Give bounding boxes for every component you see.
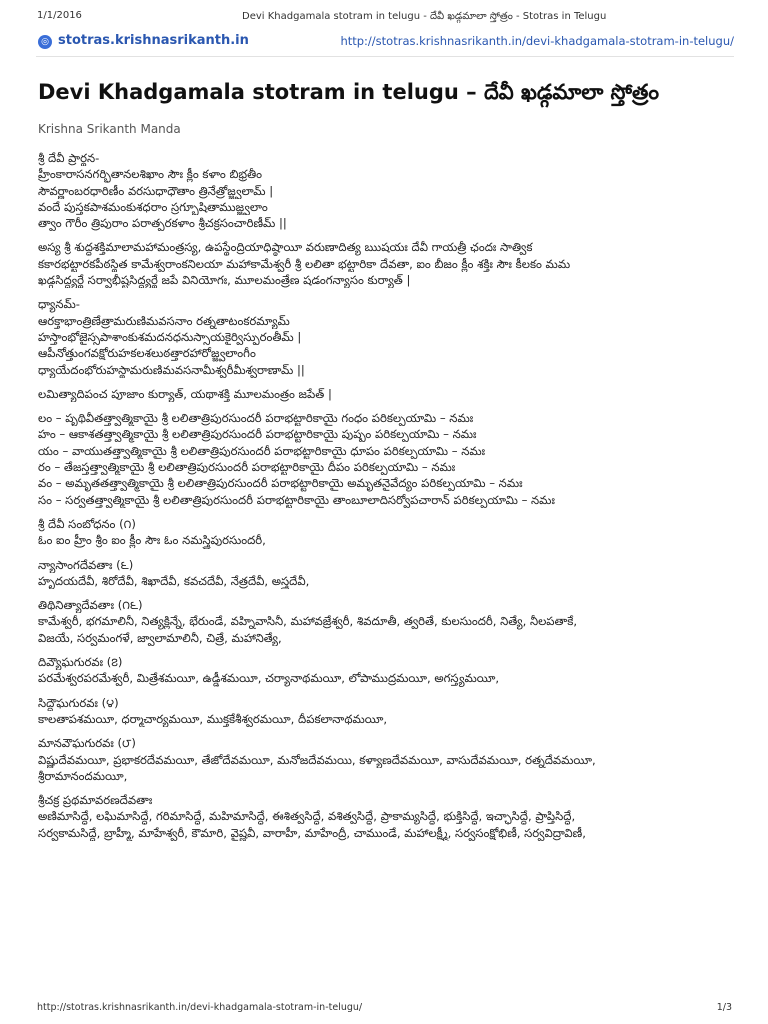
section-heading: శ్రీచక్ర ప్రథమావరణదేవతాః <box>38 793 153 808</box>
text-line: వం – అమృతతత్త్వాత్మికాయై శ్రీ లలితాత్రిపురసుందరీ పరాభట్టారికాయై అమృతనైవేద్యం పరికల్పయామి – నమః <box>38 476 523 491</box>
print-header <box>0 10 768 24</box>
text-line: సర్వకామసిద్ధే, బ్రాహ్మీ, మాహేశ్వరీ, కౌమారి, వైష్ణవీ, వారాహీ, మాహేంద్రీ, చాముండే, మహాలక్ష్మీ, సర్వసంక్షోభిణీ, సర్వవిద్రావిణీ, <box>38 825 586 840</box>
text-line: హం – ఆకాశతత్త్వాత్మికాయై శ్రీ లలితాత్రిపురసుందరీ పరాభట్టారికాయై పుష్పం పరికల్పయామి – నమః <box>38 427 477 442</box>
paragraph <box>38 410 734 508</box>
site-url-link[interactable]: http://stotras.krishnasrikanth.in/devi-khadgamala-stotram-in-telugu/ <box>340 34 734 48</box>
paragraph <box>38 597 734 646</box>
paragraph <box>38 239 734 288</box>
print-footer <box>0 1002 768 1014</box>
text-line: శ్రీరామానందమయీ, <box>38 768 128 783</box>
section-heading: మానవౌఘగురవః (౮) <box>38 736 136 751</box>
text-line: విజయే, సర్వమంగళే, జ్వాలామాలినీ, చిత్రే, మహానిత్యే, <box>38 630 282 645</box>
text-line: ఖడ్గసిద్ధ్యర్థే సర్వాభీష్టసిద్ధ్యర్థే జపే వినియోగః, మూలమంత్రేణ షడంగన్యాసం కుర్యాత్ | <box>38 273 411 288</box>
text-line: సౌవర్ణాంబరధారిణీం వరసుధాధౌతాం త్రినేత్రోజ్జ్వలామ్ | <box>38 183 274 198</box>
paragraph <box>38 792 734 841</box>
print-page-title: Devi Khadgamala stotram in telugu - దేవీ ఖడ్గమాలా స్తోత్రం - Stotras in Telugu <box>242 11 607 22</box>
text-line: యం – వాయుతత్త్వాత్మికాయై శ్రీ లలితాత్రిపురసుందరీ పరాభట్టారికాయై ధూపం పరికల్పయామి – నమః <box>38 443 486 458</box>
section-heading: తిథినిత్యాదేవతాః (౧౬) <box>38 598 143 613</box>
text-line: సం – సర్వతత్త్వాత్మికాయై శ్రీ లలితాత్రిపురసుందరీ పరాభట్టారికాయై తాంబూలాదిసర్వోపచారాన్ పరికల్పయామి – నమః <box>38 492 555 507</box>
text-line: హృదయదేవీ, శిరోదేవీ, శిఖాదేవీ, కవచదేవీ, నేత్రదేవీ, అస్త్రదేవీ, <box>38 573 310 588</box>
text-line: కకారభట్టారకపీఠస్థిత కామేశ్వరాంకనిలయా మహాకామేశ్వరీ శ్రీ లలితా భట్టారికా దేవతా, ఐం బీజం క్లీం శక్తిః సౌః కీలకం మమ <box>38 256 571 271</box>
section-heading: లం – పృథివీతత్త్వాత్మికాయై శ్రీ లలితాత్రిపురసుందరీ పరాభట్టారికాయై గంధం పరికల్పయామి – నమః <box>38 411 474 426</box>
text-line: ఆరక్తాభాంత్రిణేత్రామరుణిమవసనాం రత్నతాటంకరమ్యామ్ <box>38 313 290 328</box>
paragraph <box>38 735 734 784</box>
text-line: హ్రీంకారాసనగర్భితానలశిఖాం సౌః క్లీం కళాం బిభ్రతీం <box>38 167 263 182</box>
text-line: విష్ణుదేవమయీ, ప్రభాకరదేవమయీ, తేజోదేవమయీ, మనోజదేవమయి, కళ్యాణదేవమయీ, వాసుదేవమయీ, రత్నదేవమయీ, <box>38 752 596 767</box>
text-line: ధ్యాయేదంభోరుహస్థామరుణిమవసనామీశ్వరీమీశ్వరాణామ్ || <box>38 362 305 377</box>
text-line: పరమేశ్వరపరమేశ్వరీ, మిత్రేశమయీ, ఉడ్డీశమయీ, చర్యానాథమయీ, లోపాముద్రమయీ, అగస్త్యమయీ, <box>38 671 500 686</box>
page-number: 1/3 <box>716 1002 732 1013</box>
author-name: Krishna Srikanth Manda <box>38 122 181 136</box>
section-heading: న్యాసాంగదేవతాః (౬) <box>38 557 134 572</box>
section-heading: దివ్యౌఘగురవః (౭) <box>38 655 123 670</box>
paragraph <box>38 695 734 728</box>
paragraph <box>38 557 734 590</box>
section-heading: అస్య శ్రీ శుద్ధశక్తిమాలామహామంత్రస్య, ఉపస్థేంద్రియాధిష్ఠాయీ వరుణాదిత్య ఋషయః దేవీ గాయత్రీ ఛందః సాత్విక <box>38 240 533 255</box>
text-line: కాలతాపశమయీ, ధర్మాచార్యమయీ, ముక్తకేశీశ్వరమయీ, దీపకలానాథమయీ, <box>38 711 388 726</box>
globe-icon: ◎ <box>38 35 52 49</box>
print-date: 1/1/2016 <box>37 10 82 21</box>
site-name-link[interactable]: stotras.krishnasrikanth.in <box>58 33 249 48</box>
text-line: ఆపీనోత్తుంగవక్షోరుహకలశలుఠత్తారహారోజ్జ్వలాంగీం <box>38 346 256 361</box>
paragraph <box>38 150 734 231</box>
article-title: Devi Khadgamala stotram in telugu – దేవీ ఖడ్గమాలా స్తోత్రం <box>38 80 660 104</box>
text-line: వందే పుస్తకపాశమంకుశధరాం స్రగ్భూషితాముజ్జ్వలాం <box>38 199 268 214</box>
text-line: త్వాం గౌరీం త్రిపురాం పరాత్పరకళాం శ్రీచక్రసంచారిణీమ్ || <box>38 216 287 231</box>
text-line: కామేశ్వరీ, భగమాలినీ, నిత్యక్లిన్నే, భేరుండే, వహ్నివాసినీ, మహావజ్రేశ్వరీ, శివదూతీ, త్వరితే, కులసుందరీ, నిత్యే, నీలపతాకే, <box>38 614 578 629</box>
text-line: అణిమాసిద్ధే, లఘిమాసిద్ధే, గరిమాసిద్ధే, మహిమాసిద్ధే, ఈశిత్వసిద్ధే, వశిత్వసిద్ధే, ప్రాకామ్యసిద్ధే, భుక్తిసిద్ధే, ఇచ్ఛాసిద్ధే, ప్రాప్తిసిద్ధే, <box>38 809 576 824</box>
section-heading: సిద్ధౌఘగురవః (౪) <box>38 695 119 710</box>
article-body <box>38 150 734 849</box>
text-line: ఓం ఐం హ్రీం శ్రీం ఐం క్లీం సౌః ఓం నమస్త్రిపురసుందరీ, <box>38 533 266 548</box>
footer-url: http://stotras.krishnasrikanth.in/devi-khadgamala-stotram-in-telugu/ <box>37 1002 363 1013</box>
section-heading: ధ్యానమ్- <box>38 297 80 312</box>
paragraph <box>38 654 734 687</box>
paragraph <box>38 296 734 377</box>
text-line: హస్తాంభోజైస్సపాశాంకుశమదనధనుస్సాయకైర్విస్ఫురంతీమ్ | <box>38 329 302 344</box>
text-line: లమిత్యాదిపంచ పూజాం కుర్యాత్, యథాశక్తి మూలమంత్రం జపేత్ | <box>38 386 332 401</box>
site-bar <box>36 30 734 57</box>
section-heading: శ్రీ దేవీ ప్రార్థన- <box>38 151 100 165</box>
paragraph <box>38 516 734 549</box>
paragraph <box>38 386 734 402</box>
section-heading: శ్రీ దేవీ సంబోధనం (౧) <box>38 516 136 531</box>
text-line: రం – తేజస్తత్త్వాత్మికాయై శ్రీ లలితాత్రిపురసుందరీ పరాభట్టారికాయై దీపం పరికల్పయామి – నమః <box>38 460 456 475</box>
